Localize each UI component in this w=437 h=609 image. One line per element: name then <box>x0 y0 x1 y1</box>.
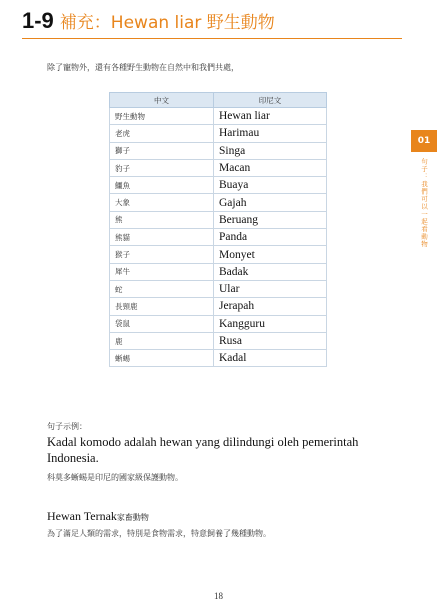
indonesian-term: Monyet <box>214 246 327 263</box>
intro-text: 除了寵物外，還有各種野生動物在自然中和我們共處， <box>47 63 239 72</box>
indonesian-term: Ular <box>214 280 327 297</box>
indonesian-term: Beruang <box>214 211 327 228</box>
table-row <box>110 263 327 280</box>
table-row <box>110 159 327 176</box>
example-translation: 科莫多蜥蜴是印尼的國家級保護動物。 <box>47 473 183 482</box>
indonesian-term: Kangguru <box>214 315 327 332</box>
table-row <box>110 108 327 125</box>
chinese-term: 熊貓 <box>110 229 214 246</box>
indonesian-term: Jerapah <box>214 298 327 315</box>
indonesian-term: Hewan liar <box>214 108 327 125</box>
page-number: 18 <box>214 591 223 601</box>
indonesian-term: Panda <box>214 229 327 246</box>
chinese-term: 袋鼠 <box>110 315 214 332</box>
chinese-term: 鱷魚 <box>110 177 214 194</box>
livestock-heading-id: Hewan Ternak <box>47 509 117 523</box>
chinese-term: 蜥蜴 <box>110 350 214 367</box>
section-number: 1-9 <box>22 8 54 33</box>
livestock-heading-zh: 家畜動物 <box>116 513 149 522</box>
livestock-description: 為了滿足人類的需求，特別是食物需求，特意飼養了幾種動物。 <box>47 529 271 538</box>
chinese-term: 鹿 <box>110 332 214 349</box>
chapter-side-title: 句子：我們可以一起看動物 <box>420 158 428 248</box>
header-divider <box>22 38 402 39</box>
indonesian-term: Macan <box>214 159 327 176</box>
indonesian-term: Harimau <box>214 125 327 142</box>
chinese-term: 大象 <box>110 194 214 211</box>
indonesian-term: Singa <box>214 142 327 159</box>
example-sentence: Kadal komodo adalah hewan yang dilindungi oleh pemerintah Indonesia. <box>47 435 359 465</box>
vocabulary-table <box>109 92 327 367</box>
livestock-heading <box>47 509 149 524</box>
indonesian-term: Kadal <box>214 350 327 367</box>
chinese-term: 野生動物 <box>110 108 214 125</box>
table-row <box>110 332 327 349</box>
table-row <box>110 246 327 263</box>
table-row <box>110 229 327 246</box>
chinese-term: 熊 <box>110 211 214 228</box>
chinese-term: 蛇 <box>110 280 214 297</box>
table-row <box>110 177 327 194</box>
table-row <box>110 350 327 367</box>
indonesian-term: Buaya <box>214 177 327 194</box>
chinese-term: 猴子 <box>110 246 214 263</box>
table-row <box>110 315 327 332</box>
column-header-indonesian: 印尼文 <box>214 93 327 108</box>
table-row <box>110 125 327 142</box>
table-row <box>110 194 327 211</box>
table-row <box>110 298 327 315</box>
chinese-term: 長頸鹿 <box>110 298 214 315</box>
indonesian-term: Gajah <box>214 194 327 211</box>
column-header-chinese: 中文 <box>110 93 214 108</box>
indonesian-term: Rusa <box>214 332 327 349</box>
section-title: 補充：Hewan liar 野生動物 <box>59 13 275 33</box>
indonesian-term: Badak <box>214 263 327 280</box>
table-header-row <box>110 93 327 108</box>
chinese-term: 老虎 <box>110 125 214 142</box>
page-header <box>22 8 402 36</box>
chinese-term: 獅子 <box>110 142 214 159</box>
chinese-term: 豹子 <box>110 159 214 176</box>
chinese-term: 犀牛 <box>110 263 214 280</box>
table-row <box>110 211 327 228</box>
table-row <box>110 142 327 159</box>
table-row <box>110 280 327 297</box>
chapter-tab[interactable]: 01 <box>411 130 437 152</box>
example-label: 句子示例： <box>47 422 87 431</box>
